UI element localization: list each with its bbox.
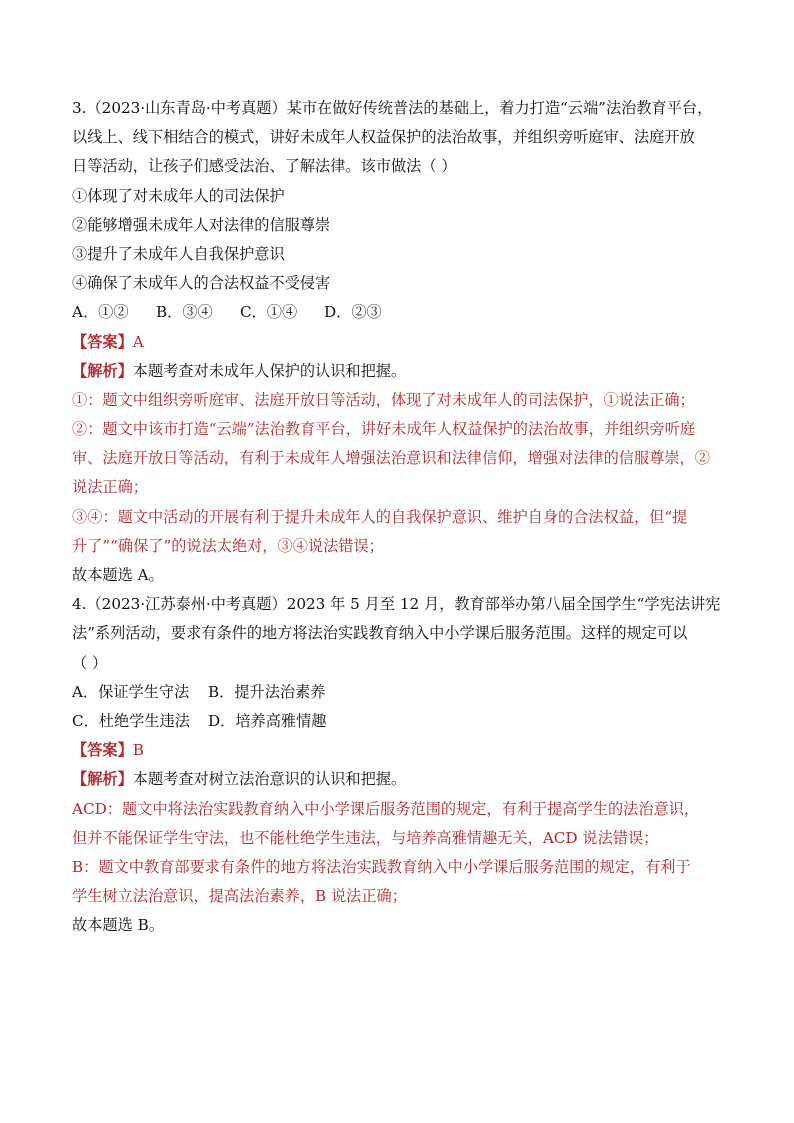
option-a: A．①②: [72, 303, 129, 322]
option-b: B．③④: [156, 303, 213, 322]
option-a: A．保证学生守法: [72, 682, 190, 701]
statement-2: ②能够增强未成年人对法律的信服尊崇: [72, 215, 331, 234]
document-page: [72, 94, 724, 940]
analysis-text: 说法正确；: [72, 478, 148, 497]
answer-options-row: [72, 707, 724, 736]
question-stem-line: 3.（2023·山东青岛·中考真题）某市在做好传统普法的基础上，着力打造“云端”法治教育平台，: [72, 99, 713, 117]
analysis-intro: 本题考查对树立法治意识的认识和把握。: [132, 770, 407, 789]
analysis-line: [72, 765, 724, 794]
analysis-text: B：题文中教育部要求有条件的地方将法治实践教育纳入中小学课后服务范围的规定，有利于: [72, 857, 691, 876]
question-4: [72, 590, 724, 940]
option-b: B．提升法治素养: [208, 682, 326, 701]
analysis-tag: 【解析】: [72, 770, 133, 789]
analysis-text: 但并不能保证学生守法，也不能杜绝学生违法，与培养高雅情趣无关，ACD 说法错误；: [72, 828, 659, 847]
answer-line: [72, 328, 724, 357]
question-3: [72, 94, 724, 590]
answer-tag: 【答案】: [72, 332, 133, 351]
answer-tag: 【答案】: [72, 741, 133, 760]
statement-3: ③提升了未成年人自我保护意识: [72, 244, 285, 263]
answer-options-row: [72, 678, 724, 707]
answer-value: A: [132, 332, 144, 351]
option-c: C．杜绝学生违法: [72, 711, 190, 730]
answer-options: [72, 298, 724, 327]
answer-value: B: [132, 741, 144, 760]
question-stem-line: （ ）: [72, 653, 108, 672]
question-stem-line: 法”系列活动，要求有条件的地方将法治实践教育纳入中小学课后服务范围。这样的规定可以: [72, 624, 688, 643]
analysis-text: 升了”“确保了”的说法太绝对，③④说法错误；: [72, 536, 384, 555]
analysis-text: 学生树立法治意识，提高法治素养，B 说法正确；: [72, 887, 407, 906]
analysis-line: [72, 357, 724, 386]
analysis-intro: 本题考查对未成年人保护的认识和把握。: [132, 361, 407, 380]
option-d: D．培养高雅情趣: [208, 711, 327, 730]
question-stem-line: 4.（2023·江苏泰州·中考真题）2023 年 5 月至 12 月，教育部举办第八届全国学生“学宪法讲宪: [72, 595, 721, 614]
answer-line: [72, 736, 724, 765]
option-d: D．②③: [324, 303, 382, 322]
conclusion: 故本题选 A。: [72, 566, 164, 584]
analysis-tag: 【解析】: [72, 361, 133, 380]
statement-1: ①体现了对未成年人的司法保护: [72, 186, 285, 205]
statement-4: ④确保了未成年人的合法权益不受侵害: [72, 274, 331, 293]
analysis-text: ACD：题文中将法治实践教育纳入中小学课后服务范围的规定，有利于提高学生的法治意识，: [72, 799, 700, 818]
analysis-text: ②：题文中该市打造“云端”法治教育平台，讲好未成年人权益保护的法治故事，并组织旁听庭: [72, 420, 696, 439]
conclusion: 故本题选 B。: [72, 916, 164, 935]
analysis-text: 审、法庭开放日等活动，有利于未成年人增强法治意识和法律信仰，增强对法律的信服尊崇，②: [72, 449, 710, 468]
analysis-text: ①：题文中组织旁听庭审、法庭开放日等活动，体现了对未成年人的司法保护，①说法正确；: [72, 390, 695, 409]
analysis-text: ③④：题文中活动的开展有利于提升未成年人的自我保护意识、维护自身的合法权益，但“提: [72, 507, 688, 526]
question-stem-line: 日等活动，让孩子们感受法治、了解法律。该市做法（ ）: [72, 157, 457, 176]
question-stem-line: 以线上、线下相结合的模式，讲好未成年人权益保护的法治故事，并组织旁听庭审、法庭开放: [72, 128, 695, 147]
option-c: C．①④: [240, 303, 298, 322]
